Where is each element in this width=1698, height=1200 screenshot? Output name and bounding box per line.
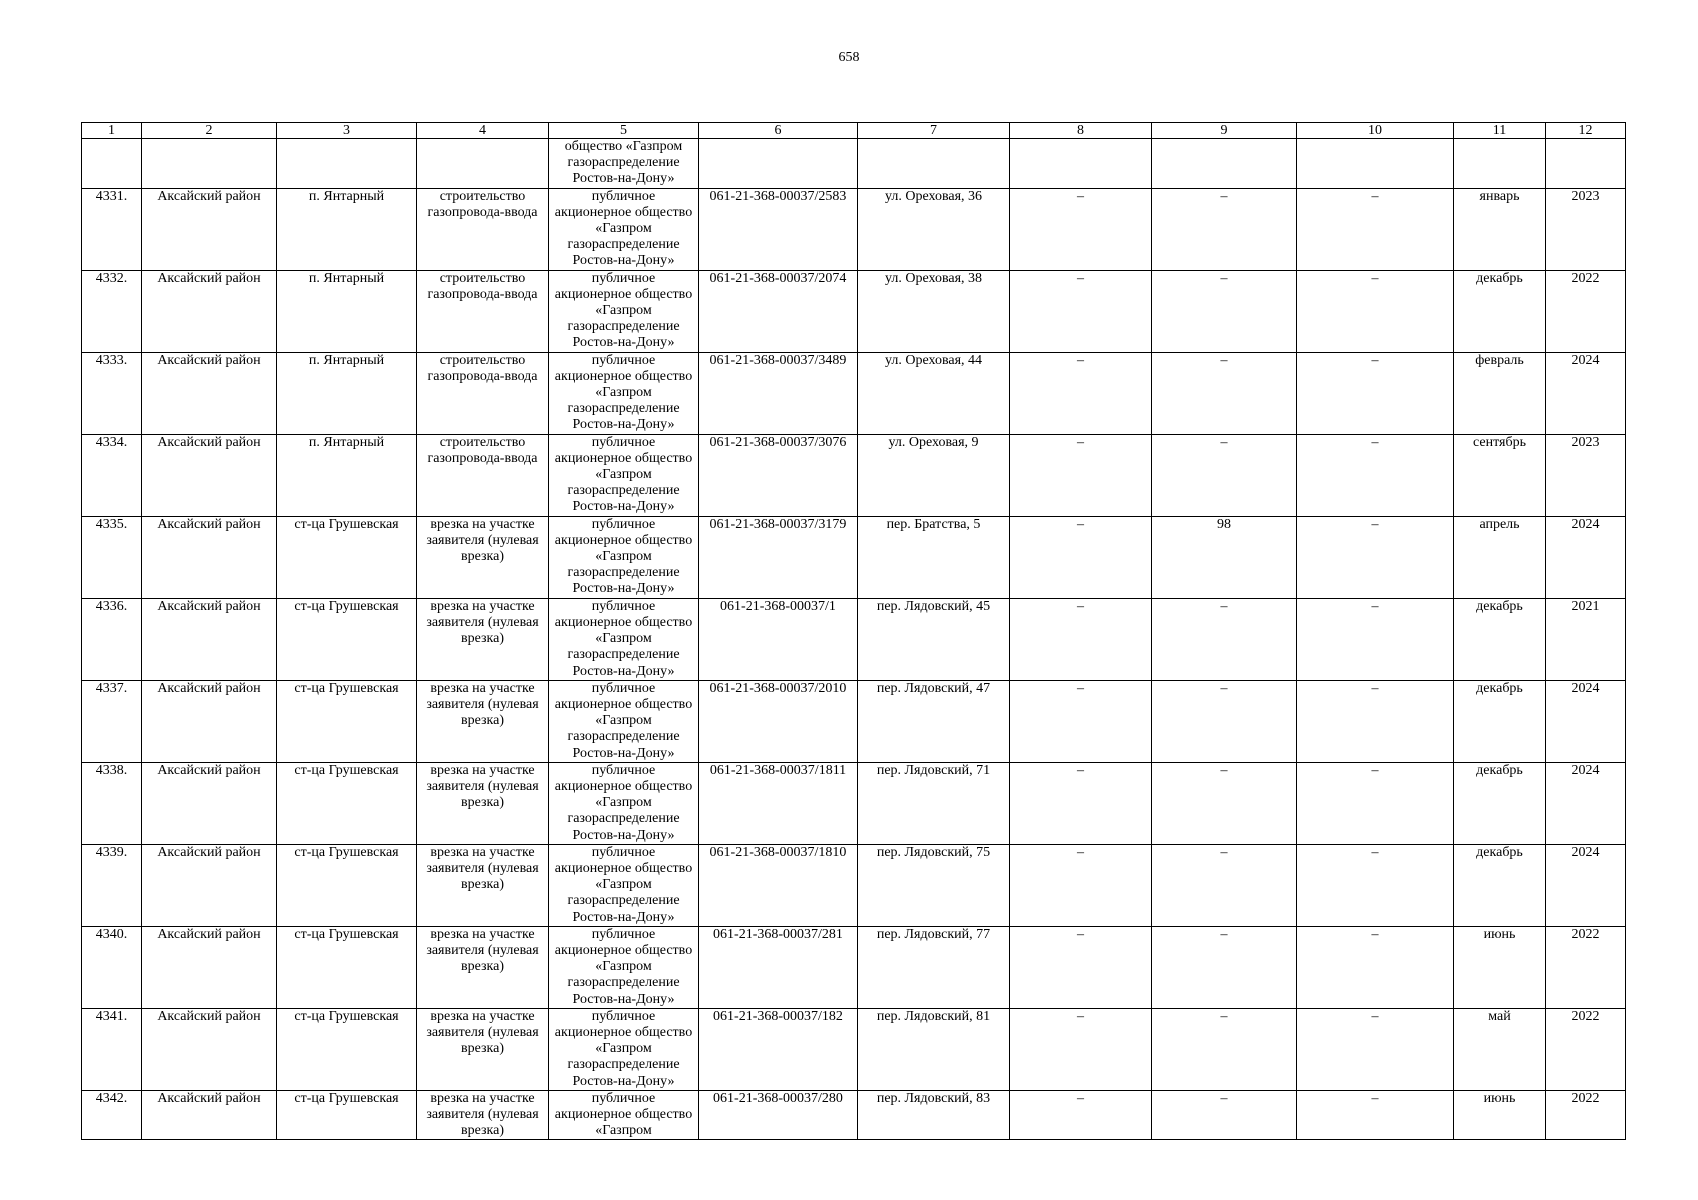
cell-district: Аксайский район (142, 1090, 277, 1140)
cell-col-8: – (1010, 598, 1152, 680)
cell-code: 061-21-368-00037/1811 (699, 762, 858, 844)
page-number: 658 (838, 50, 860, 65)
cell-empty (1546, 139, 1626, 189)
table-row (82, 434, 1626, 516)
cell-address: пер. Лядовский, 81 (858, 1008, 1010, 1090)
cell-month: декабрь (1454, 270, 1546, 352)
continuation-row (82, 139, 1626, 189)
cell-empty (699, 139, 858, 189)
registry-table (81, 122, 1626, 1140)
table-row (82, 680, 1626, 762)
cell-year: 2022 (1546, 1090, 1626, 1140)
cell-year: 2024 (1546, 352, 1626, 434)
cell-col-9: – (1152, 762, 1297, 844)
cell-col-10: – (1297, 598, 1454, 680)
cell-work-type: врезка на участке заявителя (нулевая врезка) (417, 1008, 549, 1090)
column-header-10: 10 (1297, 123, 1454, 139)
table-row (82, 270, 1626, 352)
cell-empty (142, 139, 277, 189)
cell-year: 2022 (1546, 270, 1626, 352)
cell-col-8: – (1010, 762, 1152, 844)
cell-col-10: – (1297, 1090, 1454, 1140)
cell-col-10: – (1297, 516, 1454, 598)
cell-row-number: 4340. (82, 926, 142, 1008)
cell-col-10: – (1297, 188, 1454, 270)
cell-month: июнь (1454, 1090, 1546, 1140)
cell-code: 061-21-368-00037/2010 (699, 680, 858, 762)
cell-empty (1297, 139, 1454, 189)
cell-locality: п. Янтарный (277, 270, 417, 352)
cell-locality: п. Янтарный (277, 352, 417, 434)
cell-row-number: 4336. (82, 598, 142, 680)
table-row (82, 762, 1626, 844)
cell-code: 061-21-368-00037/3489 (699, 352, 858, 434)
cell-col-9: – (1152, 352, 1297, 434)
cell-empty (1010, 139, 1152, 189)
cell-district: Аксайский район (142, 434, 277, 516)
cell-address: пер. Лядовский, 47 (858, 680, 1010, 762)
cell-month: февраль (1454, 352, 1546, 434)
column-header-2: 2 (142, 123, 277, 139)
cell-address: пер. Братства, 5 (858, 516, 1010, 598)
cell-district: Аксайский район (142, 926, 277, 1008)
cell-col-8: – (1010, 1090, 1152, 1140)
cell-organization: публичное акционерное общество «Газпром газораспределение Ростов-на-Дону» (549, 434, 699, 516)
cell-col-9: – (1152, 1090, 1297, 1140)
cell-month: январь (1454, 188, 1546, 270)
cell-organization: публичное акционерное общество «Газпром газораспределение Ростов-на-Дону» (549, 926, 699, 1008)
cell-col-9: – (1152, 844, 1297, 926)
cell-month: сентябрь (1454, 434, 1546, 516)
cell-col-9: – (1152, 926, 1297, 1008)
cell-row-number: 4342. (82, 1090, 142, 1140)
column-header-6: 6 (699, 123, 858, 139)
cell-locality: ст-ца Грушевская (277, 762, 417, 844)
table-row (82, 926, 1626, 1008)
cell-district: Аксайский район (142, 1008, 277, 1090)
cell-locality: ст-ца Грушевская (277, 680, 417, 762)
cell-work-type: строительство газопровода-ввода (417, 434, 549, 516)
cell-address: ул. Ореховая, 9 (858, 434, 1010, 516)
cell-code: 061-21-368-00037/1 (699, 598, 858, 680)
cell-work-type: врезка на участке заявителя (нулевая врезка) (417, 598, 549, 680)
cell-address: ул. Ореховая, 44 (858, 352, 1010, 434)
cell-col-8: – (1010, 434, 1152, 516)
cell-month: июнь (1454, 926, 1546, 1008)
cell-col-10: – (1297, 352, 1454, 434)
cell-year: 2024 (1546, 516, 1626, 598)
cell-organization: публичное акционерное общество «Газпром газораспределение Ростов-на-Дону» (549, 516, 699, 598)
cell-col-9: – (1152, 270, 1297, 352)
cell-work-type: врезка на участке заявителя (нулевая врезка) (417, 680, 549, 762)
cell-code: 061-21-368-00037/1810 (699, 844, 858, 926)
cell-district: Аксайский район (142, 516, 277, 598)
cell-row-number: 4335. (82, 516, 142, 598)
cell-organization: публичное акционерное общество «Газпром газораспределение Ростов-на-Дону» (549, 1008, 699, 1090)
cell-empty (858, 139, 1010, 189)
cell-organization: публичное акционерное общество «Газпром газораспределение Ростов-на-Дону» (549, 680, 699, 762)
cell-col-8: – (1010, 352, 1152, 434)
cell-locality: ст-ца Грушевская (277, 926, 417, 1008)
cell-district: Аксайский район (142, 680, 277, 762)
column-header-7: 7 (858, 123, 1010, 139)
cell-year: 2024 (1546, 762, 1626, 844)
cell-row-number: 4334. (82, 434, 142, 516)
cell-code: 061-21-368-00037/281 (699, 926, 858, 1008)
table-row (82, 352, 1626, 434)
cell-work-type: врезка на участке заявителя (нулевая врезка) (417, 926, 549, 1008)
column-header-1: 1 (82, 123, 142, 139)
cell-locality: п. Янтарный (277, 188, 417, 270)
cell-organization: публичное акционерное общество «Газпром газораспределение Ростов-на-Дону» (549, 352, 699, 434)
cell-col-8: – (1010, 926, 1152, 1008)
cell-col-9: – (1152, 188, 1297, 270)
cell-locality: ст-ца Грушевская (277, 1090, 417, 1140)
cell-col-8: – (1010, 844, 1152, 926)
cell-address: пер. Лядовский, 77 (858, 926, 1010, 1008)
cell-district: Аксайский район (142, 844, 277, 926)
cell-address: пер. Лядовский, 45 (858, 598, 1010, 680)
cell-locality: ст-ца Грушевская (277, 844, 417, 926)
cell-empty (277, 139, 417, 189)
cell-address: пер. Лядовский, 83 (858, 1090, 1010, 1140)
cell-code: 061-21-368-00037/3076 (699, 434, 858, 516)
cell-year: 2024 (1546, 680, 1626, 762)
cell-address: ул. Ореховая, 36 (858, 188, 1010, 270)
cell-col-8: – (1010, 1008, 1152, 1090)
cell-work-type: врезка на участке заявителя (нулевая врезка) (417, 516, 549, 598)
table-row (82, 1090, 1626, 1140)
cell-organization: публичное акционерное общество «Газпром газораспределение Ростов-на-Дону» (549, 188, 699, 270)
cell-col-10: – (1297, 680, 1454, 762)
cell-code: 061-21-368-00037/280 (699, 1090, 858, 1140)
cell-col-10: – (1297, 926, 1454, 1008)
cell-month: апрель (1454, 516, 1546, 598)
cell-col-8: – (1010, 680, 1152, 762)
cell-work-type: врезка на участке заявителя (нулевая врезка) (417, 1090, 549, 1140)
cell-month: декабрь (1454, 598, 1546, 680)
column-header-5: 5 (549, 123, 699, 139)
cell-year: 2021 (1546, 598, 1626, 680)
cell-year: 2022 (1546, 1008, 1626, 1090)
cell-month: декабрь (1454, 762, 1546, 844)
cell-month: декабрь (1454, 844, 1546, 926)
cell-district: Аксайский район (142, 762, 277, 844)
cell-row-number: 4338. (82, 762, 142, 844)
cell-year: 2023 (1546, 188, 1626, 270)
table-row (82, 844, 1626, 926)
table-row (82, 516, 1626, 598)
cell-empty (1454, 139, 1546, 189)
cell-row-number: 4339. (82, 844, 142, 926)
column-header-4: 4 (417, 123, 549, 139)
cell-district: Аксайский район (142, 188, 277, 270)
cell-col-9: 98 (1152, 516, 1297, 598)
cell-col-8: – (1010, 188, 1152, 270)
cell-row-number: 4331. (82, 188, 142, 270)
cell-address: пер. Лядовский, 75 (858, 844, 1010, 926)
cell-district: Аксайский район (142, 270, 277, 352)
column-header-12: 12 (1546, 123, 1626, 139)
column-header-8: 8 (1010, 123, 1152, 139)
cell-address: ул. Ореховая, 38 (858, 270, 1010, 352)
cell-empty (417, 139, 549, 189)
cell-code: 061-21-368-00037/182 (699, 1008, 858, 1090)
cell-code: 061-21-368-00037/2074 (699, 270, 858, 352)
cell-year: 2024 (1546, 844, 1626, 926)
cell-year: 2023 (1546, 434, 1626, 516)
cell-code: 061-21-368-00037/2583 (699, 188, 858, 270)
cell-year: 2022 (1546, 926, 1626, 1008)
cell-work-type: врезка на участке заявителя (нулевая врезка) (417, 844, 549, 926)
cell-locality: ст-ца Грушевская (277, 1008, 417, 1090)
cell-row-number: 4333. (82, 352, 142, 434)
cell-col-8: – (1010, 516, 1152, 598)
cell-work-type: врезка на участке заявителя (нулевая врезка) (417, 762, 549, 844)
cell-col-10: – (1297, 434, 1454, 516)
cell-district: Аксайский район (142, 352, 277, 434)
table-header (82, 123, 1626, 139)
cell-col-10: – (1297, 844, 1454, 926)
column-header-11: 11 (1454, 123, 1546, 139)
cell-empty (82, 139, 142, 189)
cell-work-type: строительство газопровода-ввода (417, 270, 549, 352)
cell-empty (1152, 139, 1297, 189)
cell-organization: публичное акционерное общество «Газпром газораспределение Ростов-на-Дону» (549, 762, 699, 844)
cell-col-9: – (1152, 598, 1297, 680)
cell-work-type: строительство газопровода-ввода (417, 352, 549, 434)
cell-col-10: – (1297, 270, 1454, 352)
cell-col-10: – (1297, 1008, 1454, 1090)
table-row (82, 1008, 1626, 1090)
cell-organization: публичное акционерное общество «Газпром (549, 1090, 699, 1140)
cell-locality: ст-ца Грушевская (277, 516, 417, 598)
column-header-3: 3 (277, 123, 417, 139)
cell-col-10: – (1297, 762, 1454, 844)
cell-address: пер. Лядовский, 71 (858, 762, 1010, 844)
header-row (82, 123, 1626, 139)
cell-col-9: – (1152, 1008, 1297, 1090)
cell-organization: публичное акционерное общество «Газпром газораспределение Ростов-на-Дону» (549, 844, 699, 926)
cell-col-9: – (1152, 680, 1297, 762)
cell-organization: общество «Газпром газораспределение Ростов-на-Дону» (549, 139, 699, 189)
cell-code: 061-21-368-00037/3179 (699, 516, 858, 598)
table-row (82, 598, 1626, 680)
column-header-9: 9 (1152, 123, 1297, 139)
cell-col-9: – (1152, 434, 1297, 516)
cell-month: декабрь (1454, 680, 1546, 762)
cell-locality: ст-ца Грушевская (277, 598, 417, 680)
cell-organization: публичное акционерное общество «Газпром газораспределение Ростов-на-Дону» (549, 598, 699, 680)
table-row (82, 188, 1626, 270)
cell-month: май (1454, 1008, 1546, 1090)
cell-row-number: 4332. (82, 270, 142, 352)
cell-row-number: 4341. (82, 1008, 142, 1090)
cell-work-type: строительство газопровода-ввода (417, 188, 549, 270)
cell-locality: п. Янтарный (277, 434, 417, 516)
cell-district: Аксайский район (142, 598, 277, 680)
cell-row-number: 4337. (82, 680, 142, 762)
cell-organization: публичное акционерное общество «Газпром газораспределение Ростов-на-Дону» (549, 270, 699, 352)
table-body (82, 139, 1626, 1140)
cell-col-8: – (1010, 270, 1152, 352)
